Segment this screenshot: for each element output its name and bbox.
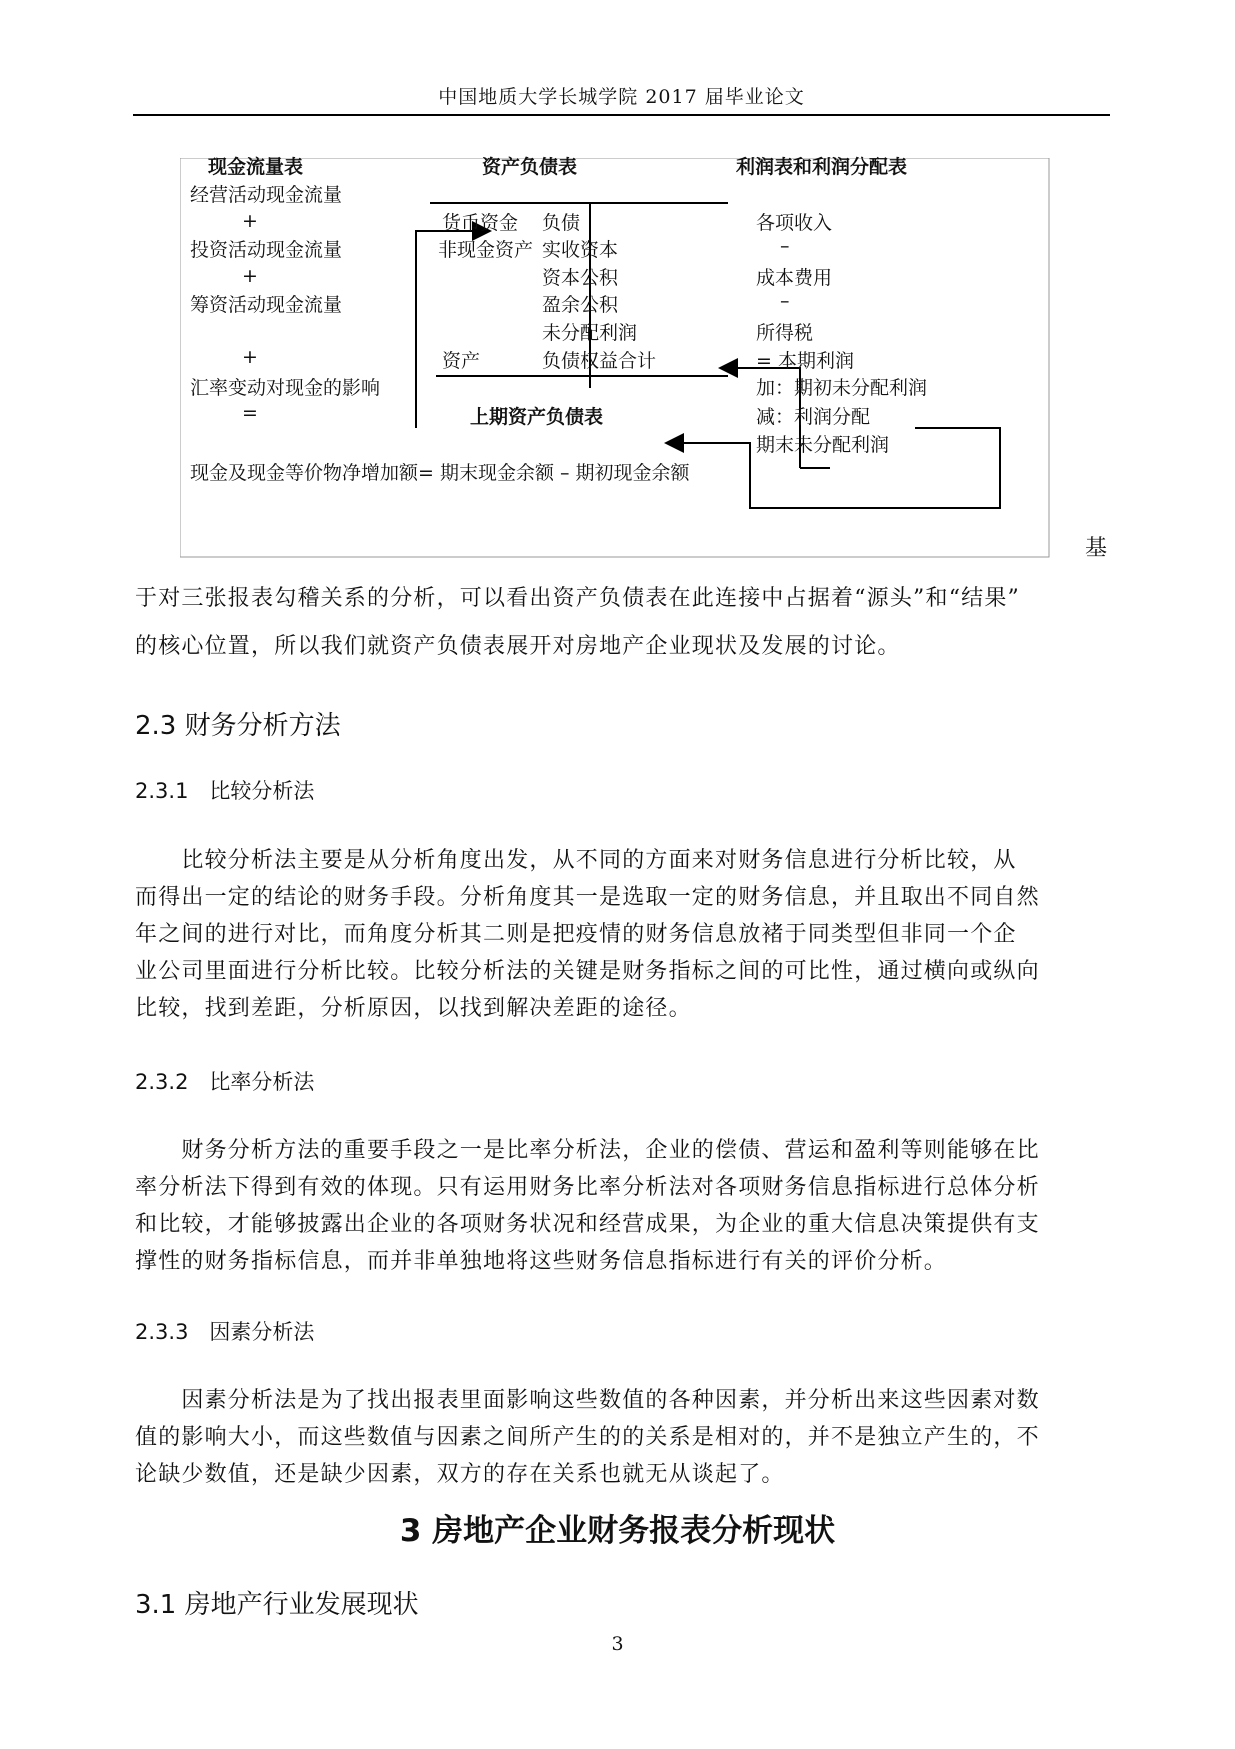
p233-line: 因素分析法是为了找出报表里面影响这些数值的各种因素，并分析出来这些因素对数 [135,1388,1040,1413]
is-sub: 减：利润分配 [756,406,871,428]
is-add: 加：期初未分配利润 [756,377,928,399]
bs-liabilities: 负债 [542,212,581,234]
bs-undistributed: 未分配利润 [542,322,638,344]
page-header: 中国地质大学长城学院 2017 届毕业论文 [438,86,805,108]
trailing-char: 基 [1085,536,1109,561]
col-balance: 资产负债表 [482,156,578,178]
paragraph-intro-line2: 的核心位置，所以我们就资产负债表展开对房地产企业现状及发展的讨论。 [135,634,901,659]
p233-line: 论缺少数值，还是缺少因素，双方的存在关系也就无从谈起了。 [135,1462,785,1487]
cf-plus-3: + [242,346,258,368]
is-minus-2: – [780,290,790,312]
heading-2-3-3: 2.3.3 因素分析法 [135,1320,315,1344]
p231-line: 年之间的进行对比，而角度分析其二则是把疫情的财务信息放褚于同类型但非同一个企 [135,922,1017,947]
p232-line: 撑性的财务指标信息，而并非单独地将这些财务信息指标进行有关的评价分析。 [135,1249,948,1274]
bs-noncash: 非现金资产 [438,239,534,261]
heading-2-3-2: 2.3.2 比率分析法 [135,1070,315,1094]
p232-line: 和比较，才能够披露出企业的各项财务状况和经营成果，为企业的重大信息决策提供有支 [135,1212,1040,1237]
is-end: 期末未分配利润 [756,434,890,456]
page-number: 3 [611,1633,624,1655]
bs-paid-capital: 实收资本 [542,239,619,261]
p232-line: 率分析法下得到有效的体现。只有运用财务比率分析法对各项财务信息指标进行总体分析 [135,1175,1040,1200]
p231-line: 而得出一定的结论的财务手段。分析角度其一是选取一定的财务信息，并且取出不同自然 [135,885,1040,910]
cf-formula: 现金及现金等价物净增加额= 期末现金余额 – 期初现金余额 [190,462,690,484]
heading-chapter-3: 3 房地产企业财务报表分析现状 [399,1513,836,1549]
is-profit: = 本期利润 [756,350,854,372]
cf-financing: 筹资活动现金流量 [190,294,343,316]
cf-operating: 经营活动现金流量 [190,184,343,206]
is-tax: 所得税 [756,322,814,344]
is-cost: 成本费用 [756,267,833,289]
p231-line: 比较，找到差距，分析原因，以找到解决差距的途径。 [135,996,692,1021]
p233-line: 值的影响大小，而这些数值与因素之间所产生的的关系是相对的，并不是独立产生的，不 [135,1425,1040,1450]
cf-plus-1: + [242,210,258,232]
bs-prior: 上期资产负债表 [470,406,604,428]
header-rule [133,114,1110,116]
p232-line: 财务分析方法的重要手段之一是比率分析法，企业的偿债、营运和盈利等则能够在比 [135,1138,1040,1163]
heading-2-3: 2.3 财务分析方法 [135,711,341,741]
is-revenue: 各项收入 [756,212,833,234]
cf-plus-2: + [242,265,258,287]
bs-surplus-reserve: 盈余公积 [542,294,619,316]
bs-capital-reserve: 资本公积 [542,267,619,289]
cf-investing: 投资活动现金流量 [190,239,343,261]
cf-fx: 汇率变动对现金的影响 [190,377,381,399]
paragraph-2-3-3 [135,1382,1110,1493]
heading-3-1: 3.1 房地产行业发展现状 [135,1590,419,1620]
p231-line: 业公司里面进行分析比较。比较分析法的关键是财务指标之间的可比性，通过横向或纵向 [135,959,1040,984]
paragraph-2-3-1 [135,842,1110,1027]
p231-line: 比较分析法主要是从分析角度出发，从不同的方面来对财务信息进行分析比较，从 [135,848,1017,873]
col-income: 利润表和利润分配表 [736,156,908,178]
statement-relationship-figure [180,158,1050,558]
col-cashflow: 现金流量表 [208,156,304,178]
is-minus-1: – [780,235,790,257]
heading-2-3-1: 2.3.1 比较分析法 [135,779,315,803]
bs-cash: 货币资金 [442,212,519,234]
bs-assets: 资产 [442,350,481,372]
cf-equals: = [242,402,258,424]
paragraph-intro-line1: 于对三张报表勾稽关系的分析，可以看出资产负债表在此连接中占据着“源头”和“结果” [135,586,1020,611]
bs-total: 负债权益合计 [542,350,657,372]
paragraph-2-3-2 [135,1132,1110,1280]
